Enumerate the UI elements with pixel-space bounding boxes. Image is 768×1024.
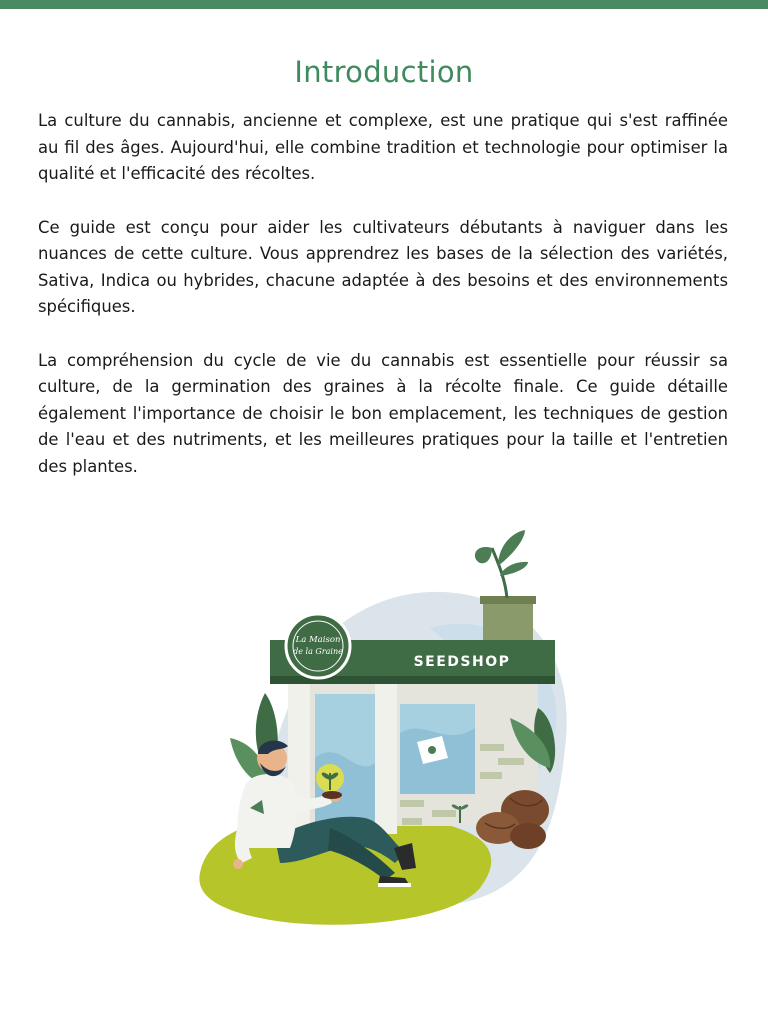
seedshop-illustration xyxy=(180,518,580,938)
logo-text-line2: de la Graine xyxy=(293,647,343,656)
intro-paragraph-1: La culture du cannabis, ancienne et complexe, est une pratique qui s'est raffinée au fil des âges. Aujourd'hui, elle combine tradition et technologie pour optimiser la qualité et l'efficacité des récoltes. xyxy=(38,111,728,183)
intro-paragraph-2: Ce guide est conçu pour aider les cultivateurs débutants à naviguer dans les nuances de cette culture. Vous apprendrez les bases de la sélection des variétés, Sativa, Indica ou hybrides, chacune adaptée à des besoins et des environnements spécifiques. xyxy=(38,217,728,316)
page-title: Introduction xyxy=(294,55,474,90)
top-accent-bar xyxy=(0,0,768,9)
intro-body xyxy=(38,108,728,507)
shop-sign-text: SEEDSHOP xyxy=(413,654,511,670)
logo-text-line1: La Maison xyxy=(295,635,341,645)
shop-logo-badge xyxy=(286,614,350,678)
intro-paragraph-3: La compréhension du cycle de vie du cannabis est essentielle pour réussir sa culture, de la germination des graines à la récolte finale. Ce guide détaille également l'importance de choisir le bon emplacement, les techniques de gestion de l'eau et des nutriments, et les meilleures pratiques pour la taille et l'entretien des plantes. xyxy=(38,350,728,476)
